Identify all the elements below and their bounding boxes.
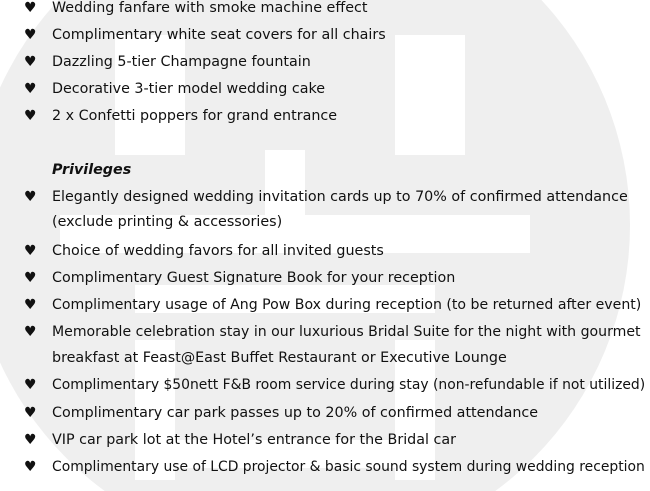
list-item-text: Dazzling 5-tier Champagne fountain	[52, 54, 311, 70]
heart-bullet-icon: ♥	[24, 81, 37, 97]
list-item-text: breakfast at Feast@East Buffet Restaurant or Executive Lounge	[52, 350, 507, 366]
heart-bullet-icon: ♥	[24, 54, 37, 70]
heart-bullet-icon: ♥	[24, 432, 37, 448]
list-item-text: Complimentary white seat covers for all chairs	[52, 27, 386, 43]
list-item-text: Complimentary $50nett F&B room service during stay (non-refundable if not utilized)	[52, 377, 646, 393]
list-item-text: Complimentary car park passes up to 20% of confirmed attendance	[52, 405, 539, 421]
list-item-text: Memorable celebration stay in our luxurious Bridal Suite for the night with gourmet	[52, 324, 641, 340]
heart-bullet-icon: ♥	[24, 0, 37, 16]
heart-bullet-icon: ♥	[24, 297, 37, 313]
section-heading: Privileges	[52, 162, 132, 178]
list-item-text: Decorative 3-tier model wedding cake	[52, 81, 326, 97]
list-item-text: Choice of wedding favors for all invited guests	[52, 243, 384, 259]
list-item-text: Complimentary Guest Signature Book for your reception	[52, 270, 456, 286]
list-item-text: Elegantly designed wedding invitation cards up to 70% of confirmed attendance	[52, 189, 628, 205]
heart-bullet-icon: ♥	[24, 27, 37, 43]
heart-bullet-icon: ♥	[24, 108, 37, 124]
heart-bullet-icon: ♥	[24, 459, 37, 475]
heart-bullet-icon: ♥	[24, 324, 37, 340]
list-item-text: (exclude printing & accessories)	[52, 214, 283, 230]
list-item-text: VIP car park lot at the Hotel’s entrance for the Bridal car	[52, 432, 457, 448]
heart-bullet-icon: ♥	[24, 270, 37, 286]
list-item-text: Wedding fanfare with smoke machine effect	[52, 0, 368, 16]
heart-bullet-icon: ♥	[24, 189, 37, 205]
list-item-text: 2 x Confetti poppers for grand entrance	[52, 108, 338, 124]
list-item-text: Complimentary use of LCD projector & basic sound system during wedding reception	[52, 459, 645, 475]
heart-bullet-icon: ♥	[24, 377, 37, 393]
list-item-text: Complimentary usage of Ang Pow Box during reception (to be returned after event)	[52, 297, 642, 313]
heart-bullet-icon: ♥	[24, 405, 37, 421]
heart-bullet-icon: ♥	[24, 243, 37, 259]
